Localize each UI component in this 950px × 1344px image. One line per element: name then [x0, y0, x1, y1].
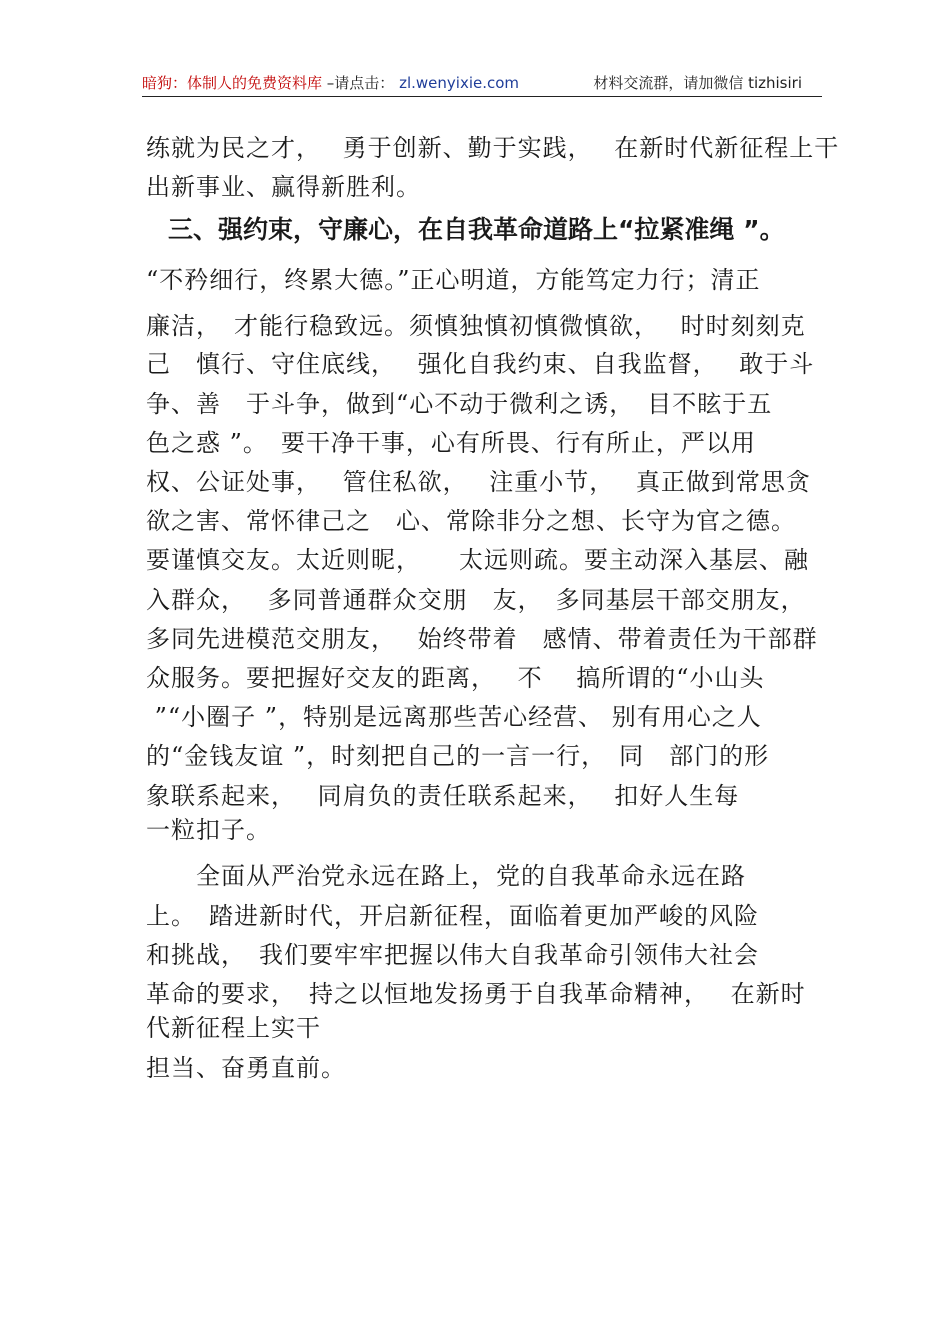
body-line: 众服务。要把握好交友的距离， 不 搞所谓的“小山头	[146, 664, 765, 692]
body-line: 廉洁， 才能行稳致远。须慎独慎初慎微慎欲， 时时刻刻克	[146, 312, 806, 340]
body-line: 练就为民之才， 勇于创新、勤于实践， 在新时代新征程上干	[146, 134, 840, 162]
body-line: 全面从严治党永远在路上，党的自我革命永远在路	[146, 862, 746, 890]
body-line: 一粒扣子。	[146, 816, 271, 844]
body-line: 欲之害、常怀律己之 心、常除非分之想、长守为官之德。	[146, 507, 796, 535]
page-header	[142, 72, 822, 97]
body-line: 要谨慎交友。太近则昵， 太远则疏。要主动深入基层、融	[146, 546, 809, 574]
body-line: 色之惑 ”。 要干净干事，心有所畏、行有所止，严以用	[146, 429, 756, 457]
body-line: 担当、奋勇直前。	[146, 1054, 346, 1082]
body-line: 上。 踏进新时代，开启新征程，面临着更加严峻的风险	[146, 902, 759, 930]
body-line: 象联系起来， 同肩负的责任联系起来， 扣好人生每	[146, 782, 740, 810]
body-line: 代新征程上实干	[146, 1014, 321, 1042]
body-line: 权、公证处事， 管住私欲， 注重小节， 真正做到常思贪	[146, 468, 811, 496]
header-brand: 暗狗：体制人的免费资料库	[142, 74, 323, 92]
body-line: 多同先进模范交朋友， 始终带着 感情、带着责任为干部群	[146, 625, 818, 653]
header-group-note: 材料交流群，请加微信 tizhisiri	[593, 74, 802, 92]
body-line: 争、善 于斗争，做到“心不动于微利之诱， 目不眩于五	[146, 390, 773, 418]
body-line: “不矜细行，终累大德。”正心明道，方能笃定力行；清正	[146, 266, 761, 294]
body-line: 己 慎行、守住底线， 强化自我约束、自我监督， 敢于斗	[146, 350, 815, 378]
body-line: 的“金钱友谊 ”，时刻把自己的一言一行， 同 部门的形	[146, 742, 770, 770]
header-click-prompt: –请点击：	[326, 74, 395, 92]
body-line: 出新事业、赢得新胜利。	[146, 173, 421, 201]
body-line: 革命的要求， 持之以恒地发扬勇于自我革命精神， 在新时	[146, 980, 806, 1008]
header-url-link[interactable]: zl.wenyixie.com	[399, 74, 520, 92]
section-heading: 三、强约束，守廉心，在自我革命道路上“拉紧准绳 ”。	[168, 215, 785, 244]
body-line: 和挑战， 我们要牢牢把握以伟大自我革命引领伟大社会	[146, 941, 759, 969]
body-line: ”“小圈子 ”，特别是远离那些苦心经营、 别有用心之人	[146, 703, 762, 731]
body-line: 入群众， 多同普通群众交朋 友， 多同基层干部交朋友，	[146, 586, 806, 614]
